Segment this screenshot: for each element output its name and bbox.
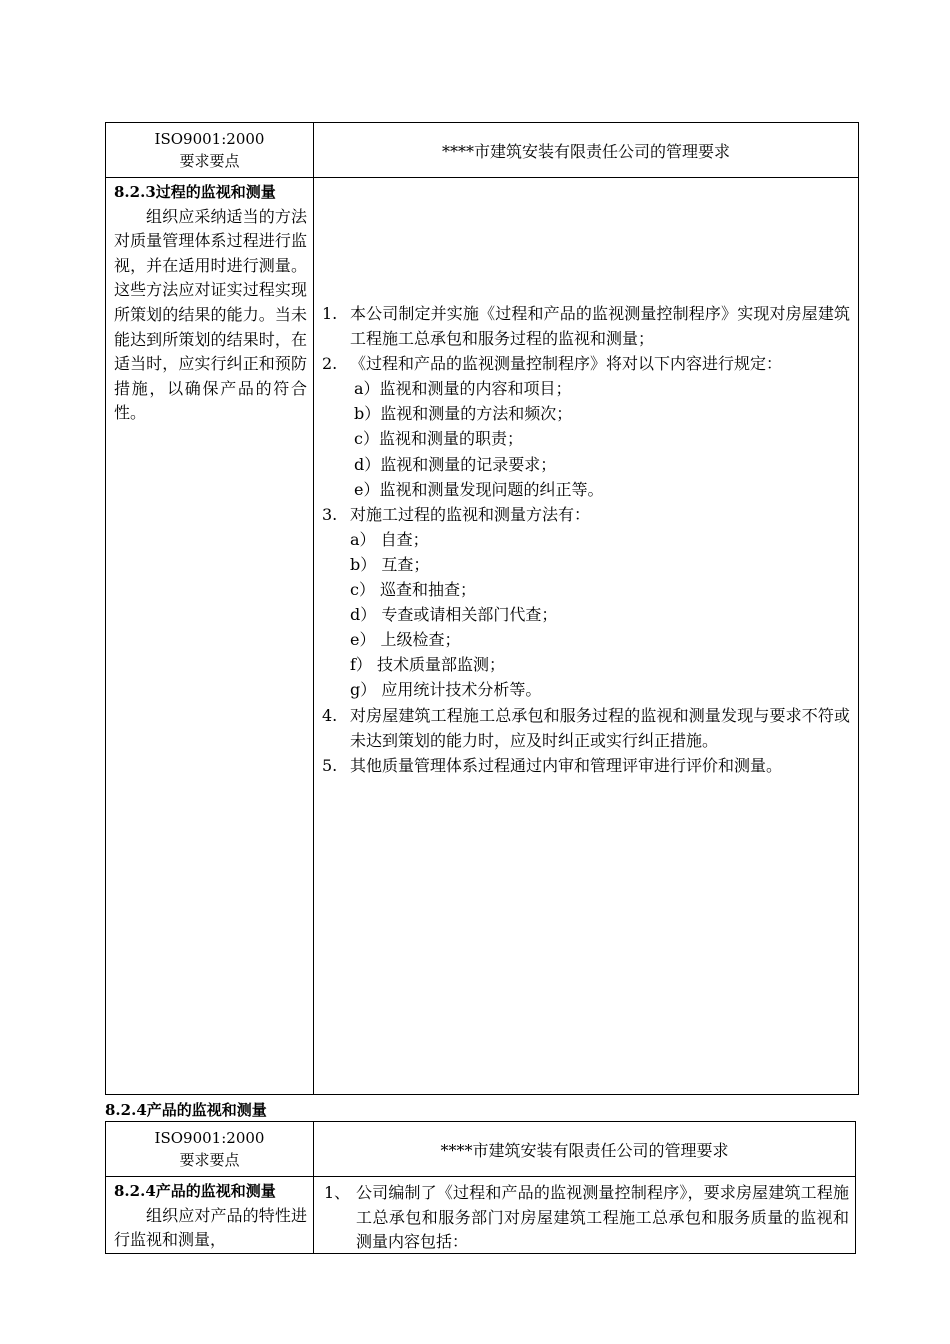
sub-item: d）监视和测量的记录要求；: [354, 454, 557, 474]
left-requirement-cell: [106, 178, 314, 1094]
section-title: 8.2.4产品的监视和测量: [105, 1101, 267, 1119]
list-item: 1、 公司编制了《过程和产品的监视测量控制程序》，要求房屋建筑工程施工总承包和服务部门对房屋建筑工程施工总承包和服务质量的监视和测量内容包括：: [324, 1183, 849, 1252]
header-company-requirements: ****市建筑安装有限责任公司的管理要求: [440, 1140, 729, 1160]
sub-list-a: [322, 376, 850, 501]
list-item: 2. 《过程和产品的监视测量控制程序》将对以下内容进行规定：: [322, 354, 783, 374]
list-item: 3. 对施工过程的监视和测量方法有：: [322, 504, 591, 524]
sub-item: f） 技术质量部监测；: [350, 655, 506, 675]
clause-body: 组织应对产品的特性进行监视和测量，: [114, 1205, 307, 1250]
table-header-row: [106, 123, 858, 178]
sub-item: b）监视和测量的方法和频次；: [354, 404, 573, 424]
clause-body: 组织应采纳适当的方法对质量管理体系过程进行监视，并在适用时进行测量。这些方法应对证实过程实现所策划的结果的能力。当未能达到所策划的结果时，在适当时，应实行纠正和预防措施，以确保产品的符合性。: [114, 206, 307, 423]
table-body-row: [106, 178, 858, 1094]
sub-item: e）监视和测量发现问题的纠正等。: [354, 479, 604, 499]
sub-item: d） 专查或请相关部门代查；: [350, 605, 558, 625]
sub-item: c） 巡查和抽查；: [350, 580, 477, 600]
clause-title: 8.2.4产品的监视和测量: [114, 1182, 276, 1200]
table-process-monitoring: [105, 122, 859, 1095]
list-item: 4. 对房屋建筑工程施工总承包和服务过程的监视和测量发现与要求不符或未达到策划的能力时，应及时纠正或实行纠正措施。: [322, 705, 850, 750]
left-requirement-cell: [106, 1177, 314, 1253]
sub-item: a） 自查；: [350, 529, 429, 549]
header-standard: ISO9001:2000: [154, 1129, 265, 1147]
header-standard: ISO9001:2000: [154, 130, 265, 148]
sub-list-b: [322, 527, 850, 703]
right-requirement-cell: [314, 178, 858, 1094]
header-company-requirements: ****市建筑安装有限责任公司的管理要求: [441, 141, 730, 161]
table-header-row: [106, 1122, 855, 1177]
header-left-cell: [106, 1122, 314, 1176]
sub-item: b） 互查；: [350, 554, 430, 574]
sub-item: g） 应用统计技术分析等。: [350, 680, 542, 700]
header-right-cell: [314, 123, 858, 177]
right-requirement-cell: [314, 1177, 855, 1253]
list-item: 5. 其他质量管理体系过程通过内审和管理评审进行评价和测量。: [322, 755, 783, 775]
clause-title: 8.2.3过程的监视和测量: [114, 183, 276, 201]
list-item: 1. 本公司制定并实施《过程和产品的监视测量控制程序》实现对房屋建筑工程施工总承包和服务过程的监视和测量；: [322, 304, 850, 349]
requirement-list: [322, 301, 850, 778]
table-product-monitoring: [105, 1121, 856, 1254]
sub-item: c）监视和测量的职责；: [354, 429, 523, 449]
requirement-list: [314, 1177, 855, 1255]
sub-item: e） 上级检查；: [350, 630, 461, 650]
header-requirements: 要求要点: [179, 1151, 240, 1169]
header-requirements: 要求要点: [179, 152, 240, 170]
table-body-row: [106, 1177, 855, 1253]
header-right-cell: [314, 1122, 855, 1176]
header-left-cell: [106, 123, 314, 177]
sub-item: a）监视和测量的内容和项目；: [354, 379, 572, 399]
